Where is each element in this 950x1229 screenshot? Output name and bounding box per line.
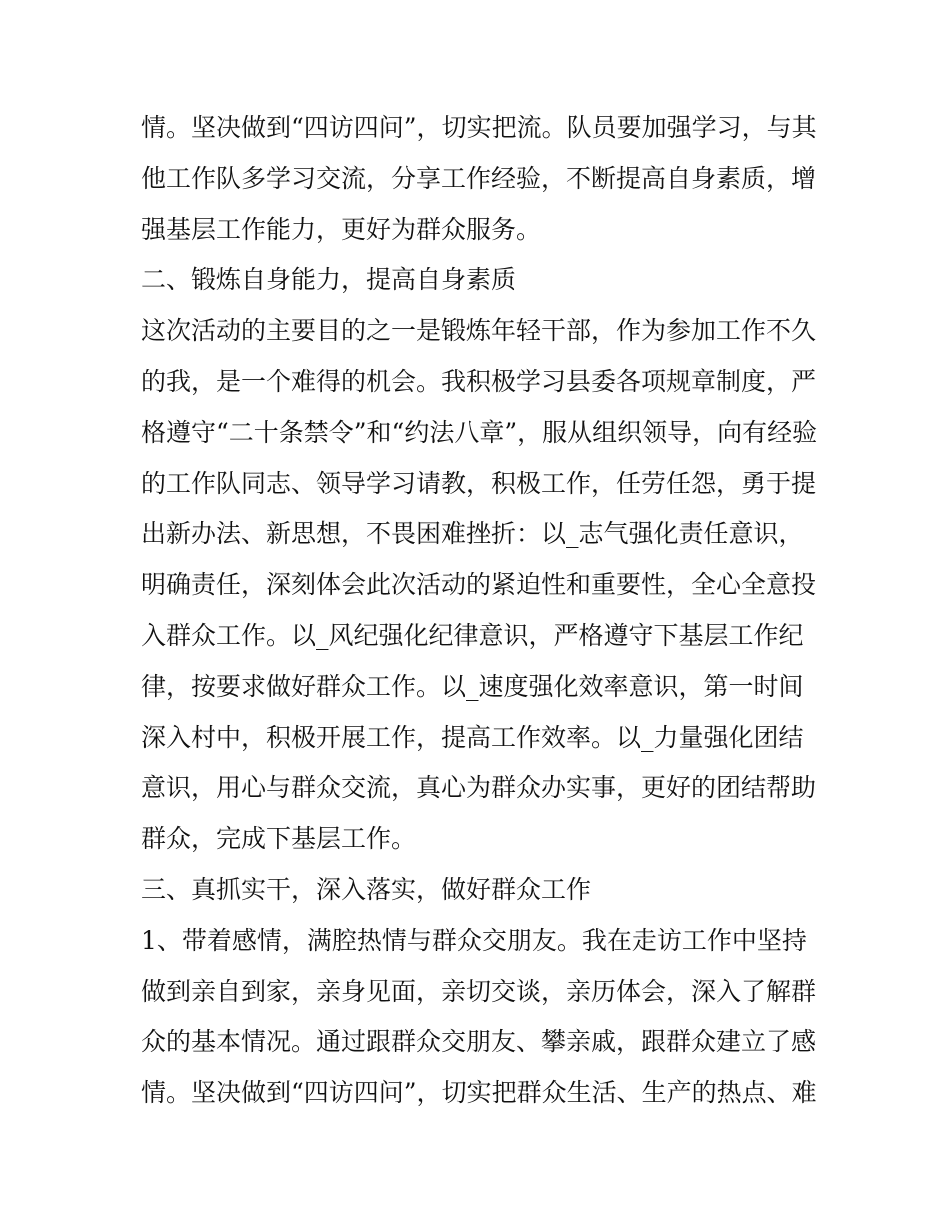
text-line: 强基层工作能力，更好为群众服务。 bbox=[141, 214, 542, 244]
text-line: 律，按要求做好群众工作。以_速度强化效率意识，第一时间 bbox=[141, 671, 804, 701]
text-line: 的工作队同志、领导学习请教，积极工作，任劳任怨，勇于提 bbox=[141, 468, 817, 498]
text-line: 的我，是一个难得的机会。我积极学习县委各项规章制度，严 bbox=[141, 366, 817, 396]
text-line: 做到亲自到家，亲身见面，亲切交谈，亲历体会，深入了解群 bbox=[141, 976, 817, 1006]
text-line: 入群众工作。以_风纪强化纪律意识，严格遵守下基层工作纪 bbox=[141, 620, 804, 650]
text-line: 他工作队多学习交流，分享工作经验，不断提高自身素质，增 bbox=[141, 163, 817, 193]
document-body bbox=[141, 103, 821, 1119]
text-line: 1、带着感情，满腔热情与群众交朋友。我在走访工作中坚持 bbox=[141, 925, 807, 955]
text-line: 情。坚决做到“四访四问”，切实把群众生活、生产的热点、难 bbox=[141, 1078, 817, 1108]
text-line: 意识，用心与群众交流，真心为群众办实事，更好的团结帮助 bbox=[141, 773, 817, 803]
text-line: 出新办法、新思想，不畏困难挫折：以_志气强化责任意识， bbox=[141, 519, 804, 549]
text-line: 群众，完成下基层工作。 bbox=[141, 824, 417, 854]
text-line: 情。坚决做到“四访四问”，切实把流。队员要加强学习，与其 bbox=[141, 113, 817, 142]
section-heading: 三、真抓实干，深入落实，做好群众工作 bbox=[141, 874, 592, 904]
text-line: 众的基本情况。通过跟群众交朋友、攀亲戚，跟群众建立了感 bbox=[141, 1027, 817, 1057]
section-heading: 二、锻炼自身能力，提高自身素质 bbox=[141, 265, 517, 295]
text-line: 这次活动的主要目的之一是锻炼年轻干部，作为参加工作不久 bbox=[141, 316, 817, 346]
text-line: 明确责任，深刻体会此次活动的紧迫性和重要性，全心全意投 bbox=[141, 570, 817, 600]
text-line: 格遵守“二十条禁令”和“约法八章”，服从组织领导，向有经验 bbox=[141, 417, 818, 447]
text-line: 深入村中，积极开展工作，提高工作效率。以_力量强化团结 bbox=[141, 722, 804, 752]
